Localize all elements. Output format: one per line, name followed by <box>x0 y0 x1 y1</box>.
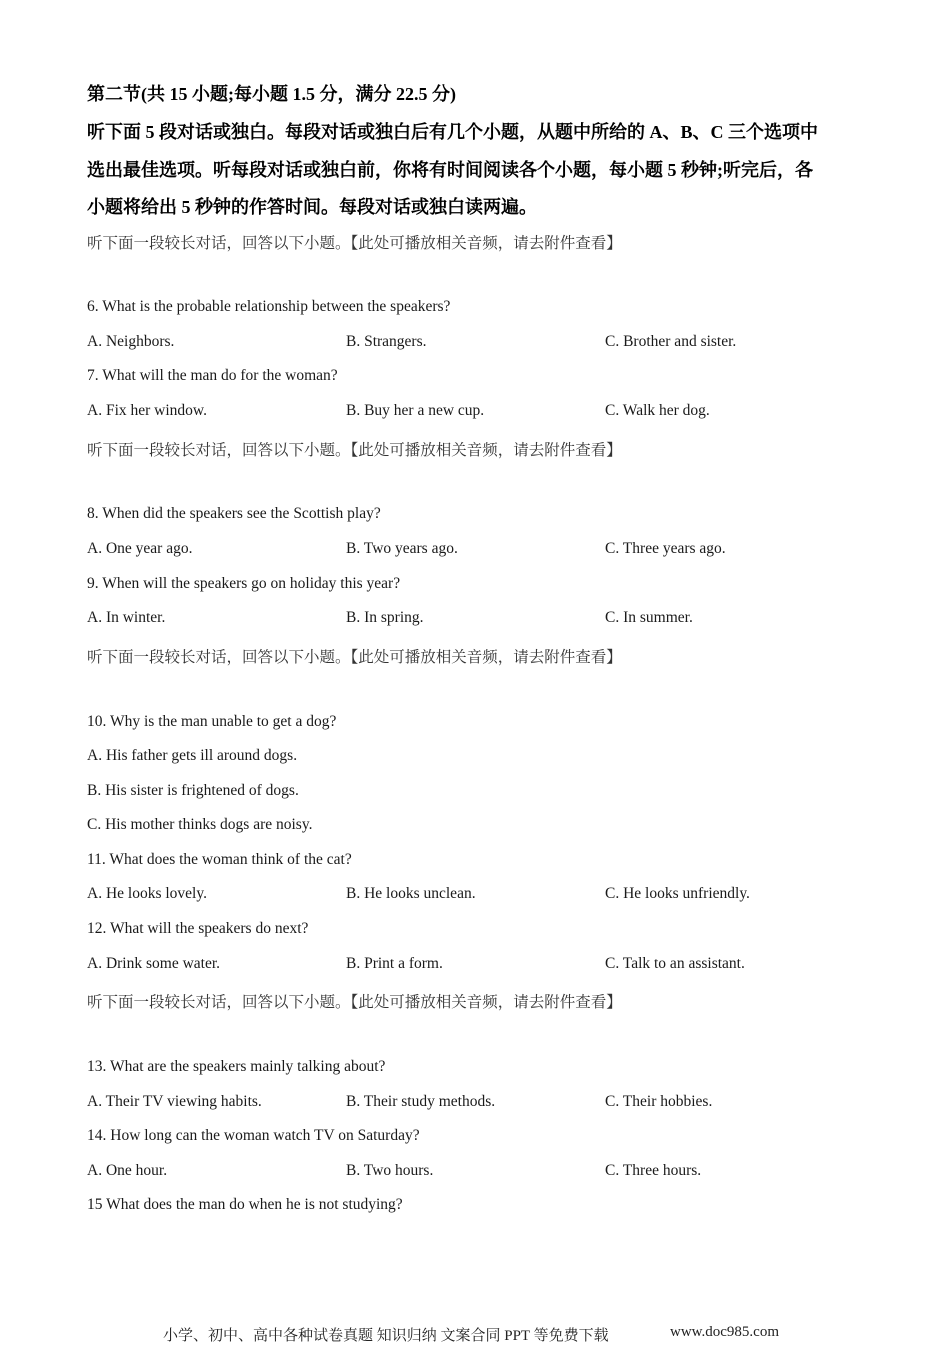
option-11b: B. He looks unclean. <box>346 885 476 902</box>
option-6b: B. Strangers. <box>346 333 427 350</box>
question-13: 13. What are the speakers mainly talking about? <box>87 1058 386 1075</box>
question-12: 12. What will the speakers do next? <box>87 920 309 937</box>
option-10a: A. His father gets ill around dogs. <box>87 747 298 764</box>
option-6c: C. Brother and sister. <box>605 333 737 350</box>
question-8: 8. When did the speakers see the Scottish play? <box>87 505 381 522</box>
section-intro-line-3: 小题将给出 5 秒钟的作答时间。每段对话或独白读两遍。 <box>87 197 537 217</box>
option-14c: C. Three hours. <box>605 1162 702 1179</box>
question-9: 9. When will the speakers go on holiday this year? <box>87 575 401 592</box>
option-6a: A. Neighbors. <box>87 333 175 350</box>
option-12c: C. Talk to an assistant. <box>605 955 745 972</box>
option-8b: B. Two years ago. <box>346 540 458 557</box>
option-10c: C. His mother thinks dogs are noisy. <box>87 816 313 833</box>
option-14b: B. Two hours. <box>346 1162 434 1179</box>
option-11a: A. He looks lovely. <box>87 885 207 902</box>
option-7a: A. Fix her window. <box>87 402 207 419</box>
question-10: 10. Why is the man unable to get a dog? <box>87 713 337 730</box>
question-11: 11. What does the woman think of the cat? <box>87 851 352 868</box>
question-15: 15 What does the man do when he is not studying? <box>87 1196 403 1213</box>
question-14: 14. How long can the woman watch TV on Saturday? <box>87 1127 420 1144</box>
question-6: 6. What is the probable relationship between the speakers? <box>87 298 451 315</box>
option-13b: B. Their study methods. <box>346 1093 496 1110</box>
footer-link[interactable]: www.doc985.com <box>670 1324 780 1340</box>
option-13a: A. Their TV viewing habits. <box>87 1093 262 1110</box>
section-intro-line-1: 听下面 5 段对话或独白。每段对话或独白后有几个小题，从题中所给的 A、B、C 三个选项中 <box>87 122 818 142</box>
option-10b: B. His sister is frightened of dogs. <box>87 782 299 799</box>
option-7c: C. Walk her dog. <box>605 402 710 419</box>
option-9a: A. In winter. <box>87 609 166 626</box>
question-7: 7. What will the man do for the woman? <box>87 367 338 384</box>
listen-instruction-3: 听下面一段较长对话，回答以下小题。【此处可播放相关音频，请去附件查看】 <box>87 649 622 666</box>
option-12a: A. Drink some water. <box>87 955 221 972</box>
footer-text: 小学、初中、高中各种试卷真题 知识归纳 文案合同 PPT 等免费下载 <box>163 1328 609 1344</box>
option-9b: B. In spring. <box>346 609 424 626</box>
section-title: 第二节(共 15 小题;每小题 1.5 分，满分 22.5 分) <box>87 84 456 104</box>
option-13c: C. Their hobbies. <box>605 1093 713 1110</box>
section-intro-line-2: 选出最佳选项。听每段对话或独白前，你将有时间阅读各个小题，每小题 5 秒钟;听完后，各 <box>87 160 813 180</box>
listen-instruction-1: 听下面一段较长对话，回答以下小题。【此处可播放相关音频，请去附件查看】 <box>87 235 622 252</box>
option-11c: C. He looks unfriendly. <box>605 885 750 902</box>
option-12b: B. Print a form. <box>346 955 443 972</box>
option-9c: C. In summer. <box>605 609 693 626</box>
option-8a: A. One year ago. <box>87 540 193 557</box>
option-8c: C. Three years ago. <box>605 540 726 557</box>
listen-instruction-2: 听下面一段较长对话，回答以下小题。【此处可播放相关音频，请去附件查看】 <box>87 442 622 459</box>
option-14a: A. One hour. <box>87 1162 168 1179</box>
option-7b: B. Buy her a new cup. <box>346 402 485 419</box>
listen-instruction-4: 听下面一段较长对话，回答以下小题。【此处可播放相关音频，请去附件查看】 <box>87 994 622 1011</box>
